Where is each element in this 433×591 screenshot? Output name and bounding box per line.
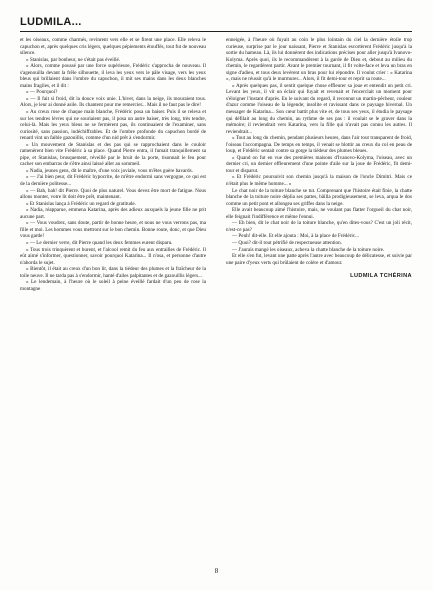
left-paragraph: » Au creux rose de chaque main blanche, Frédéric posa un baiser. Puis il se releva et sur les tendres lèvres qui ne souriaient pas, il posa un autre baiser, très long, très tendre, celui-là. Mais les yeux bleus ne se fermèrent pas, ils continuaient de l'examiner, sans curiosité, sans passion, indéchiffrables. Et de l'ombre profonde du capuchon bordé de renard vint un faible gazouillis, comme d'un nid prêt à s'endormir. <box>20 109 206 142</box>
left-paragraph: » — J'ai bien peur, dit Frédéric hypocrite, de m'être endormi sans vergogne, ce qui est de la dernière politesse... <box>20 174 206 188</box>
author-signature: LUDMILA TCHÉRINA <box>350 273 412 280</box>
right-paragraphs <box>226 37 412 266</box>
right-paragraph: Et elle s'en fut, levant une patte après l'autre avec beaucoup de délicatesse, et suivie par une paire d'yeux verts qui brûlaient de colère et d'amour. <box>226 253 412 266</box>
left-paragraph: » — Le dernier verre, dit Pierre quand les deux femmes eurent disparu. <box>26 239 173 246</box>
left-paragraph: » Nadia, réapparue, emmena Katarina, après des adieux auxquels la jeune fille ne prit aucune part. <box>20 207 206 220</box>
right-paragraph: Elle avait beaucoup aimé l'histoire, mais, ne voulant pas flatter l'orgueil du chat noir, elle feignait l'indifférence et même l'ennui. <box>226 207 412 220</box>
right-paragraph: — J'aurais mangé les oiseaux, acheva la chatte blanche de la toiture noire. <box>232 246 385 253</box>
left-paragraph: » Alors, comme poussé par une force supérieure, Frédéric s'approcha de nouveau. Il s'agenouilla devant la frêle silhouette, il leva les yeux vers le pâle visage, vers les yeux bleus qui brillaient dans l'ombre du capuchon, il mit ses mains dans les deux blanches mains fragiles, et il dit : <box>20 63 206 89</box>
left-paragraph: » Bientôt, il était au creux d'un bon lit, dans la tiédeur des plumes et la fraîcheur de la toile neuve. Il ne tarda pas à s'endormir, hanté d'ailes palpitantes et de gazouillis légers... <box>20 266 206 279</box>
text-column-left <box>20 37 206 292</box>
right-paragraph: » Et Frédéric poursuivit son chemin jusqu'à la maison de l'oncle Dimitri. Mais ce n'était plus le même homme... » <box>226 174 412 188</box>
right-paragraph: » Après quelques pas, il sentit quelque chose effleurer sa joue et entendit un petit cri. Levant les yeux, il vit un éclair qui fuyait et revenait et l'encerclait un moment pour s'éloigner l'instant d'après. En le suivant du regard, il reconnut un martin-pêcheur, couleur d'azur comme l'oiseau de la légende; insolite et ravissant dans ce paysage hivernal. Un messager de Katarina... Son cœur battit plus vite et, de tous ses yeux, il étudia le paysage qui défilait au long du chemin, au rythme de ses pas : il voulait se le graver dans la mémoire; il reviendrait vers Katarina, vers la fille qui n'avait pas connu les autres. Il reviendrait... <box>226 82 412 135</box>
left-paragraph: » Le lendemain, à l'heure où le soleil à peine éveillé fardait d'un peu de rose la montagne <box>20 279 206 292</box>
left-paragraph: » — Bah, bah! dit Pierre. Quoi de plus naturel. Vous devez être mort de fatigue. Nous allons monter, votre lit doit être prêt, maintenant. <box>20 187 206 201</box>
right-paragraph: — Eh bien, dit le chat noir de la toiture blanche, qu'en dites-vous? C'est un joli récit, n'est-ce pas? <box>226 220 412 233</box>
left-paragraph: » Un mouvement de Stanislas et des pas qui se rapprochaient dans le couloir ramenèrent bien vite Frédéric à sa place. Quand Pierre entra, il fumait tranquillement sa pipe, et Stanislas, brusquement, réveillé par le bruit de la porte, tisonnait le feu pour cacher son embarras de s'être ainsi laissé aller au sommeil. <box>20 141 206 168</box>
right-paragraph: enneigée, à l'heure où fuyait au coin le plus lointain du ciel la dernière étoile trop curieuse, surprise par le jour naissant, Pierre et Stanislas escortèrent Frédéric jusqu'à la sortie du hameau. Là, ils lui donnèrent des indications précises pour aller jusqu'à Ivanovo-Kolyma. Après quoi, ils le recommandèrent à la garde de Dieu et, debout au milieu du chemin, le regardèrent partir. Avant le premier tournant, il fit volte-face et leva un bras en signe d'adieu, et tous deux levèrent un bras pour lui répondre. Il voulut crier : « Katarina », mais ne réussit qu'à le murmurer... Alors, il fit demi-tour et reprit sa route... <box>226 37 412 83</box>
left-paragraph: » — Il fait si froid, dit la douce voix unie. L'hiver, dans la neige, ils mouraient tous. Alors, je leur ai donné asile. Ils chantent pour me remercier... Mais il ne faut pas le dire! <box>20 95 206 109</box>
page-title: LUDMILA... <box>20 16 82 28</box>
right-paragraph: — Peuh! dit-elle. Et elle ajouta : Moi, à la place de Frédéric... <box>232 233 359 240</box>
right-paragraph: Le chat noir de la toiture blanche se tut. Comprenant que l'histoire était finie, la chatte blanche de la toiture noire dépliа ses pattes, bâilla prodigieusement, se leva, arqua le dos comme un petit pont et allongea ses griffes dans la neige. <box>226 187 412 207</box>
left-paragraph: » — Vous voudrez, sans doute, partir de bonne heure, et nous ne vous verrons pas, ma fille et moi. Les hommes vous mettront sur le bon chemin. Bonne route, donc, et que Dieu vous garde! <box>20 220 206 240</box>
left-paragraph: » Tous trois trinquèrent et burent, et l'alcool remit du feu aux entrailles de Frédéric. Il eût aimé s'informer, questionner, savoir pourquoi Katarina... Il n'osa, et personne d'autre n'aborda le sujet. <box>20 246 206 266</box>
left-paragraph: » — Pourquoi? <box>26 89 58 96</box>
right-paragraph: » Tout au long du chemin, pendant plusieurs heures, dans l'air tout transparent de froid, l'oiseau l'accompagna. De temps en temps, il venait se blottir au creux du col en peau de loup, et Frédéric sentait contre sa gorge la tiédeur des plumes bleues. <box>226 135 412 155</box>
left-paragraph: » Nadia, jeunes gens, dit le maître, d'une voix joviale, vous m'êtes guère bavards. <box>26 167 193 174</box>
left-paragraph: et les oiseaux, comme charmés, revinrent vers elle et se firent une place. Elle releva le capuchon et, après quelques cris légers, quelques pépiements étouffés, tout fut de nouveau silence. <box>20 37 206 57</box>
left-paragraph: » Et Stanislas lança à Frédéric un regard de gratitude. <box>26 200 136 207</box>
title-rule <box>20 31 412 32</box>
right-paragraph: » Quand on fut en vue des premières maisons d'Ivanovo-Kolyma, l'oiseau, avec un dernier cri, un dernier effleurement d'une pointe d'aile sur la joue de Frédéric, fit demi-tour et disparut. <box>226 154 412 174</box>
text-column-right <box>226 37 412 280</box>
right-paragraph: — Quoi? dit-il tout pétrifié de respectueuse attention. <box>232 239 342 246</box>
page-number: 8 <box>214 567 219 575</box>
left-paragraph: » Stanislas, par bonheur, ne s'était pas éveillé. <box>26 56 121 63</box>
